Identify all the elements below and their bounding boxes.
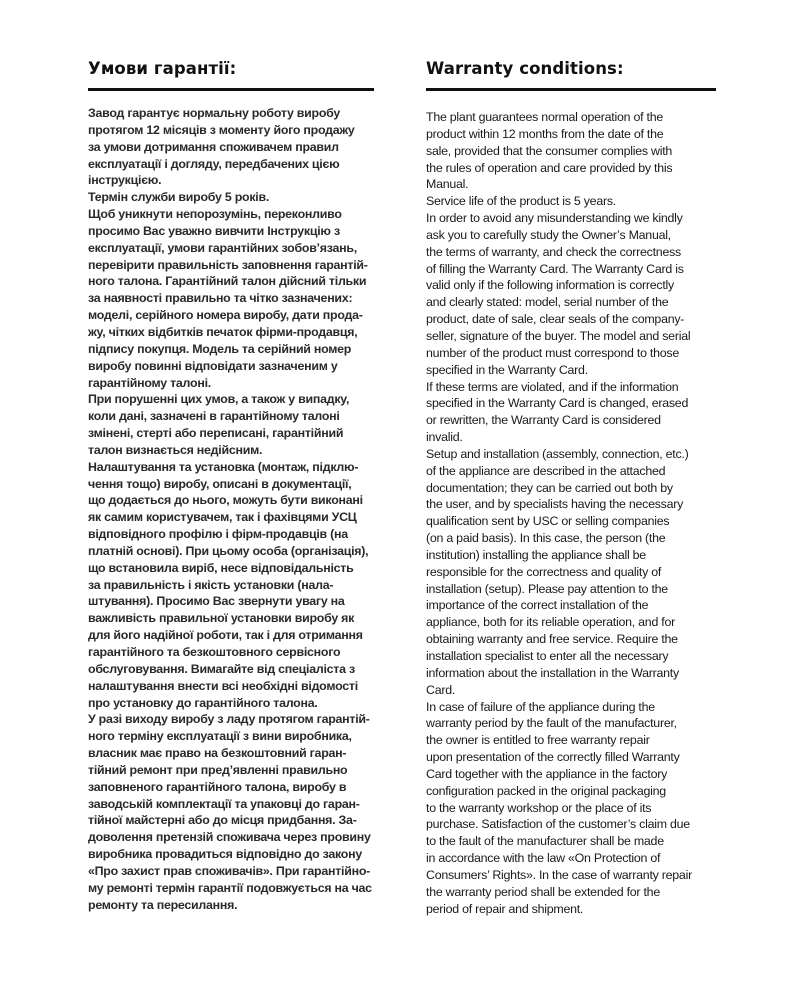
text-line: чення тощо) виробу, описані в документації, <box>88 476 352 491</box>
text-line: заповненого гарантійного талона, виробу в <box>88 779 347 794</box>
text-line: ремонту та пересилання. <box>88 897 238 912</box>
text-line: installation specialist to enter all the necessary <box>426 649 669 663</box>
text-line: як самим користувачем, так і фахівцями УСЦ <box>88 510 357 525</box>
text-line: specified in the Warranty Card. <box>426 362 588 377</box>
text-line: configuration packed in the original packaging <box>426 783 666 798</box>
text-line: перевірити правильність заповнення гарантій- <box>88 257 368 272</box>
text-line: про установку до гарантійного талона. <box>88 695 318 710</box>
text-line: In case of failure of the appliance during the <box>426 699 655 714</box>
text-line: documentation; they can be carried out both by <box>426 480 673 495</box>
ukrainian-heading: Умови гарантії: <box>88 59 237 78</box>
text-line: (on a paid basis). In this case, the person (the <box>426 531 666 546</box>
text-line: or rewritten, the Warranty Card is considered <box>426 413 661 428</box>
text-line: Щоб уникнути непорозумінь, переконливо <box>88 207 342 222</box>
text-line: If these terms are violated, and if the information <box>426 379 679 394</box>
text-line: Manual. <box>426 177 469 192</box>
text-line: відповідного профілю і фірм-продавців (на <box>88 527 348 542</box>
text-line: and clearly stated: model, serial number of the <box>426 295 669 310</box>
text-line: за наявності правильно та чітко зазначених: <box>88 291 353 306</box>
text-line: sale, provided that the consumer complies with <box>426 143 673 158</box>
text-line: що встановила виріб, несе відповідальність <box>88 560 354 575</box>
text-line: інструкцією. <box>88 173 162 188</box>
text-line: експлуатації і догляду, передбачених цією <box>88 156 340 171</box>
text-line: заводській комплектації та упаковці до гаран- <box>88 796 360 811</box>
english-heading: Warranty conditions: <box>426 59 624 78</box>
text-line: талон визнається недійсним. <box>88 442 263 457</box>
text-line: purchase. Satisfaction of the customer’s claim due <box>426 817 690 832</box>
text-line: тійний ремонт при пред’явленні правильно <box>88 762 348 777</box>
text-line: invalid. <box>426 430 463 445</box>
text-line: of the appliance are described in the attached <box>426 463 666 478</box>
text-line: виробу повинні відповідати зазначеним у <box>88 358 338 373</box>
text-line: штування). Просимо Вас звернути увагу на <box>88 594 345 609</box>
text-line: «Про захист прав споживачів». При гарантійно- <box>88 863 371 878</box>
text-line: number of the product must correspond to those <box>426 345 679 360</box>
text-line: product within 12 months from the date of the <box>426 126 664 141</box>
text-line: the owner is entitled to free warranty repair <box>426 733 650 748</box>
text-line: підпису покупця. Модель та серійний номер <box>88 341 352 356</box>
text-line: обслуговування. Вимагайте від спеціаліста з <box>88 661 355 676</box>
text-line: за умови дотримання споживачем правил <box>88 139 339 154</box>
text-line: ask you to carefully study the Owner’s Manual, <box>426 227 671 242</box>
text-line: гарантійному талоні. <box>88 375 211 390</box>
text-line: qualification sent by USC or selling companies <box>426 514 670 529</box>
text-line: to the warranty workshop or the place of its <box>426 800 652 815</box>
text-line: У разі виходу виробу з ладу протягом гарантій- <box>88 712 370 727</box>
text-line: Setup and installation (assembly, connection, etc.) <box>426 446 689 461</box>
text-line: the warranty period shall be extended for the <box>426 884 660 899</box>
text-line: the user, and by specialists having the necessary <box>426 497 684 512</box>
text-line: product, date of sale, clear seals of the company- <box>426 312 685 327</box>
text-line: коли дані, зазначені в гарантійному талоні <box>88 409 340 424</box>
text-line: period of repair and shipment. <box>426 901 584 916</box>
text-line: the rules of operation and care provided by this <box>426 160 673 175</box>
text-line: in accordance with the law «On Protection of <box>426 851 661 866</box>
text-line: тійної майстерні або до місця придбання. За- <box>88 813 357 828</box>
text-line: що додається до нього, можуть бути виконані <box>88 493 363 508</box>
ukrainian-body <box>88 105 374 914</box>
text-line: information about the installation in the Warranty <box>426 665 679 680</box>
text-line: ного терміну експлуатації з вини виробника, <box>88 729 352 744</box>
text-line: obtaining warranty and free service. Require the <box>426 632 678 647</box>
text-line: Налаштування та установка (монтаж, підклю- <box>88 459 359 474</box>
text-line: of filling the Warranty Card. The Warranty Card is <box>426 261 684 276</box>
text-line: appliance, both for its reliable operation, and for <box>426 615 675 630</box>
text-line: При порушенні цих умов, а також у випадку, <box>88 392 350 407</box>
english-body <box>426 109 716 918</box>
text-line: specified in the Warranty Card is changed, erased <box>426 396 689 411</box>
heading-rule <box>426 88 716 91</box>
text-line: просимо Вас уважно вивчити Інструкцію з <box>88 223 340 238</box>
text-line: upon presentation of the correctly filled Warranty <box>426 750 680 765</box>
text-line: Завод гарантує нормальну роботу виробу <box>88 106 341 120</box>
text-line: моделі, серійного номера виробу, дати прода- <box>88 308 363 323</box>
text-line: ного талона. Гарантійний талон дійсний тільки <box>88 274 367 289</box>
text-line: Consumers’ Rights». In the case of warranty repair <box>426 867 692 882</box>
text-line: responsible for the correctness and quality of <box>426 564 662 579</box>
text-line: warranty period by the fault of the manufacturer, <box>426 716 677 731</box>
text-line: платній основі). При цьому особа (організація), <box>88 543 369 558</box>
text-line: Card. <box>426 682 456 697</box>
text-line: the terms of warranty, and check the correctness <box>426 244 681 259</box>
text-line: жу, чітких відбитків печаток фірми-продавця, <box>88 324 358 339</box>
ukrainian-column <box>88 56 374 914</box>
heading-rule <box>88 88 374 91</box>
text-line: за правильність і якість установки (нала- <box>88 577 334 592</box>
text-line: протягом 12 місяців з моменту його продажу <box>88 122 355 137</box>
text-line: valid only if the following information is correctly <box>426 278 675 293</box>
text-line: importance of the correct installation of the <box>426 598 649 613</box>
text-line: installation (setup). Please pay attention to the <box>426 581 668 596</box>
text-line: доволення претензій споживача через провину <box>88 830 371 845</box>
text-line: виробника провадиться відповідно до закону <box>88 847 363 862</box>
text-line: Card together with the appliance in the factory <box>426 766 668 781</box>
english-column <box>426 56 716 918</box>
text-line: Термін служби виробу 5 років. <box>88 190 270 205</box>
text-line: власник має право на безкоштовний гаран- <box>88 746 347 761</box>
text-line: експлуатації, умови гарантійних зобов’язань, <box>88 240 357 255</box>
text-line: важливість правильної установки виробу як <box>88 611 355 626</box>
text-line: institution) installing the appliance shall be <box>426 547 646 562</box>
text-line: налаштування внести всі необхідні відомості <box>88 678 358 693</box>
text-line: In order to avoid any misunderstanding we kindly <box>426 211 683 226</box>
text-line: гарантійного та безкоштовного сервісного <box>88 645 341 659</box>
text-line: му ремонті термін гарантії подовжується на час <box>88 880 372 895</box>
text-line: seller, signature of the buyer. The model and serial <box>426 328 691 343</box>
text-line: Service life of the product is 5 years. <box>426 194 616 209</box>
text-line: to the fault of the manufacturer shall be made <box>426 834 664 849</box>
text-line: змінені, стерті або переписані, гарантійний <box>88 426 344 441</box>
text-line: для його надійної роботи, так і для отримання <box>88 628 363 643</box>
text-line: The plant guarantees normal operation of the <box>426 110 663 124</box>
